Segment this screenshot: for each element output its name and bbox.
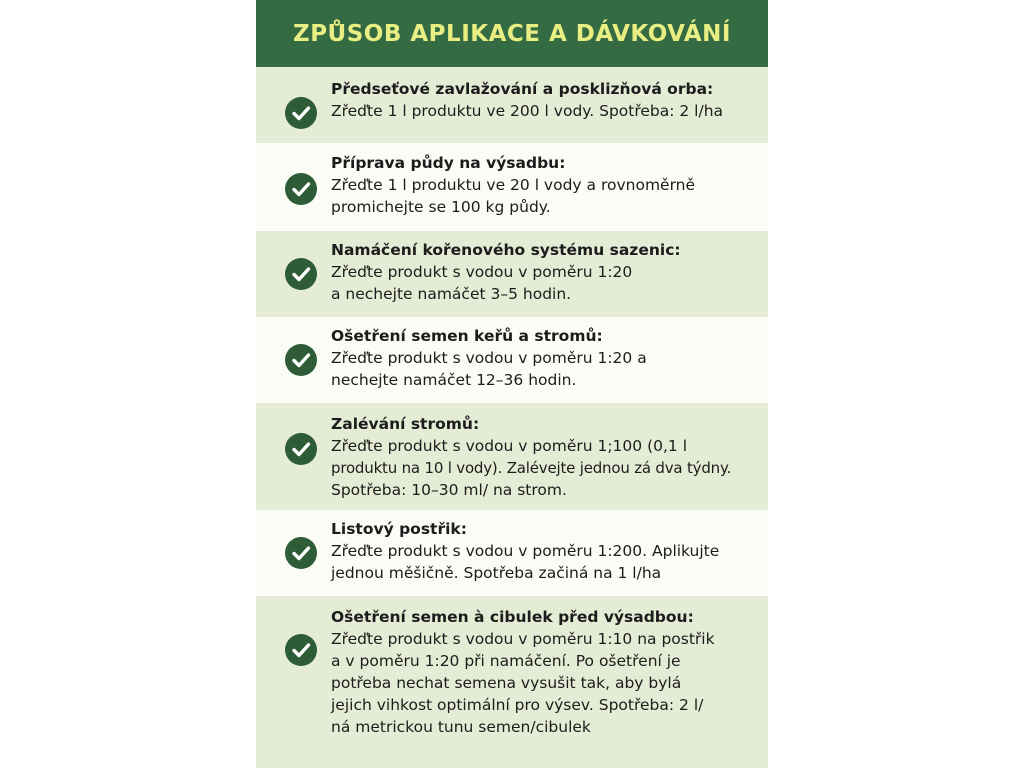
section-body-line: Spotřeba: 10–30 ml/ na strom. [331, 481, 567, 499]
section-title: Ošetření semen keřů a stromů: [331, 327, 603, 345]
section-text [331, 413, 765, 501]
section-text [331, 325, 765, 391]
section-bulb-seed-treatment [256, 596, 768, 768]
check-circle-icon [285, 634, 317, 666]
check-circle-icon [285, 97, 317, 129]
check-circle-icon [285, 537, 317, 569]
section-root-soaking [256, 231, 768, 317]
section-body-line: produktu na 10 l vody). Zalévejte jednou zá dva týdny. [331, 459, 732, 477]
section-body-line: jejich vihkost optimální pro výsev. Spotřeba: 2 l/ [331, 696, 704, 714]
section-body-line: Zřeďte produkt s vodou v poměru 1:200. Aplikujte [331, 542, 720, 560]
section-title: Ošetření semen à cibulek před výsadbou: [331, 608, 694, 626]
section-body-line: Zřeďte produkt s vodou v poměru 1:10 na postřik [331, 630, 715, 648]
section-text [331, 152, 765, 218]
section-title: Příprava půdy na výsadbu: [331, 154, 566, 172]
header-bar [256, 0, 768, 67]
section-body-line: Zřeďte produkt s vodou v poměru 1:20 a [331, 349, 647, 367]
section-body-line: a nechejte namáčet 3–5 hodin. [331, 285, 572, 303]
check-circle-icon [285, 173, 317, 205]
section-body-line: Zřeďte 1 l produktu ve 20 l vody a rovnoměrně [331, 176, 696, 194]
section-body-line: promichejte se 100 kg půdy. [331, 198, 551, 216]
dosage-card [256, 0, 768, 768]
section-text [331, 518, 765, 584]
section-title: Zalévání stromů: [331, 415, 480, 433]
section-body-line: nechejte namáčet 12–36 hodin. [331, 371, 577, 389]
section-body-line: ná metrickou tunu semen/cibulek [331, 718, 591, 736]
section-soil-preparation [256, 143, 768, 231]
page-title: ZPŮSOB APLIKACE A DÁVKOVÁNÍ [293, 20, 731, 47]
section-title: Listový postřik: [331, 520, 467, 538]
section-text [331, 239, 765, 305]
section-body-line: Zřeďte produkt s vodou v poměru 1;100 (0,1 l [331, 437, 688, 455]
section-irrigation [256, 67, 768, 143]
section-body-line: a v poměru 1:20 při namáčení. Po ošetření je [331, 652, 681, 670]
section-seed-treatment-shrubs [256, 317, 768, 403]
check-circle-icon [285, 344, 317, 376]
section-body-line: Zřeďte 1 l produktu ve 200 l vody. Spotřeba: 2 l/ha [331, 102, 724, 120]
section-title: Namáčení kořenového systému sazenic: [331, 241, 681, 259]
section-text [331, 78, 765, 122]
section-title: Předseťové zavlažování a posklizňová orba: [331, 80, 714, 98]
section-tree-watering [256, 403, 768, 510]
section-body-line: Zřeďte produkt s vodou v poměru 1:20 [331, 263, 633, 281]
section-body-line: potřeba nechat semena vysušit tak, aby bylá [331, 674, 682, 692]
section-body-line: jednou měšičně. Spotřeba začiná na 1 l/ha [331, 564, 662, 582]
check-circle-icon [285, 258, 317, 290]
section-text [331, 606, 765, 738]
check-circle-icon [285, 433, 317, 465]
section-foliar-spray [256, 510, 768, 596]
